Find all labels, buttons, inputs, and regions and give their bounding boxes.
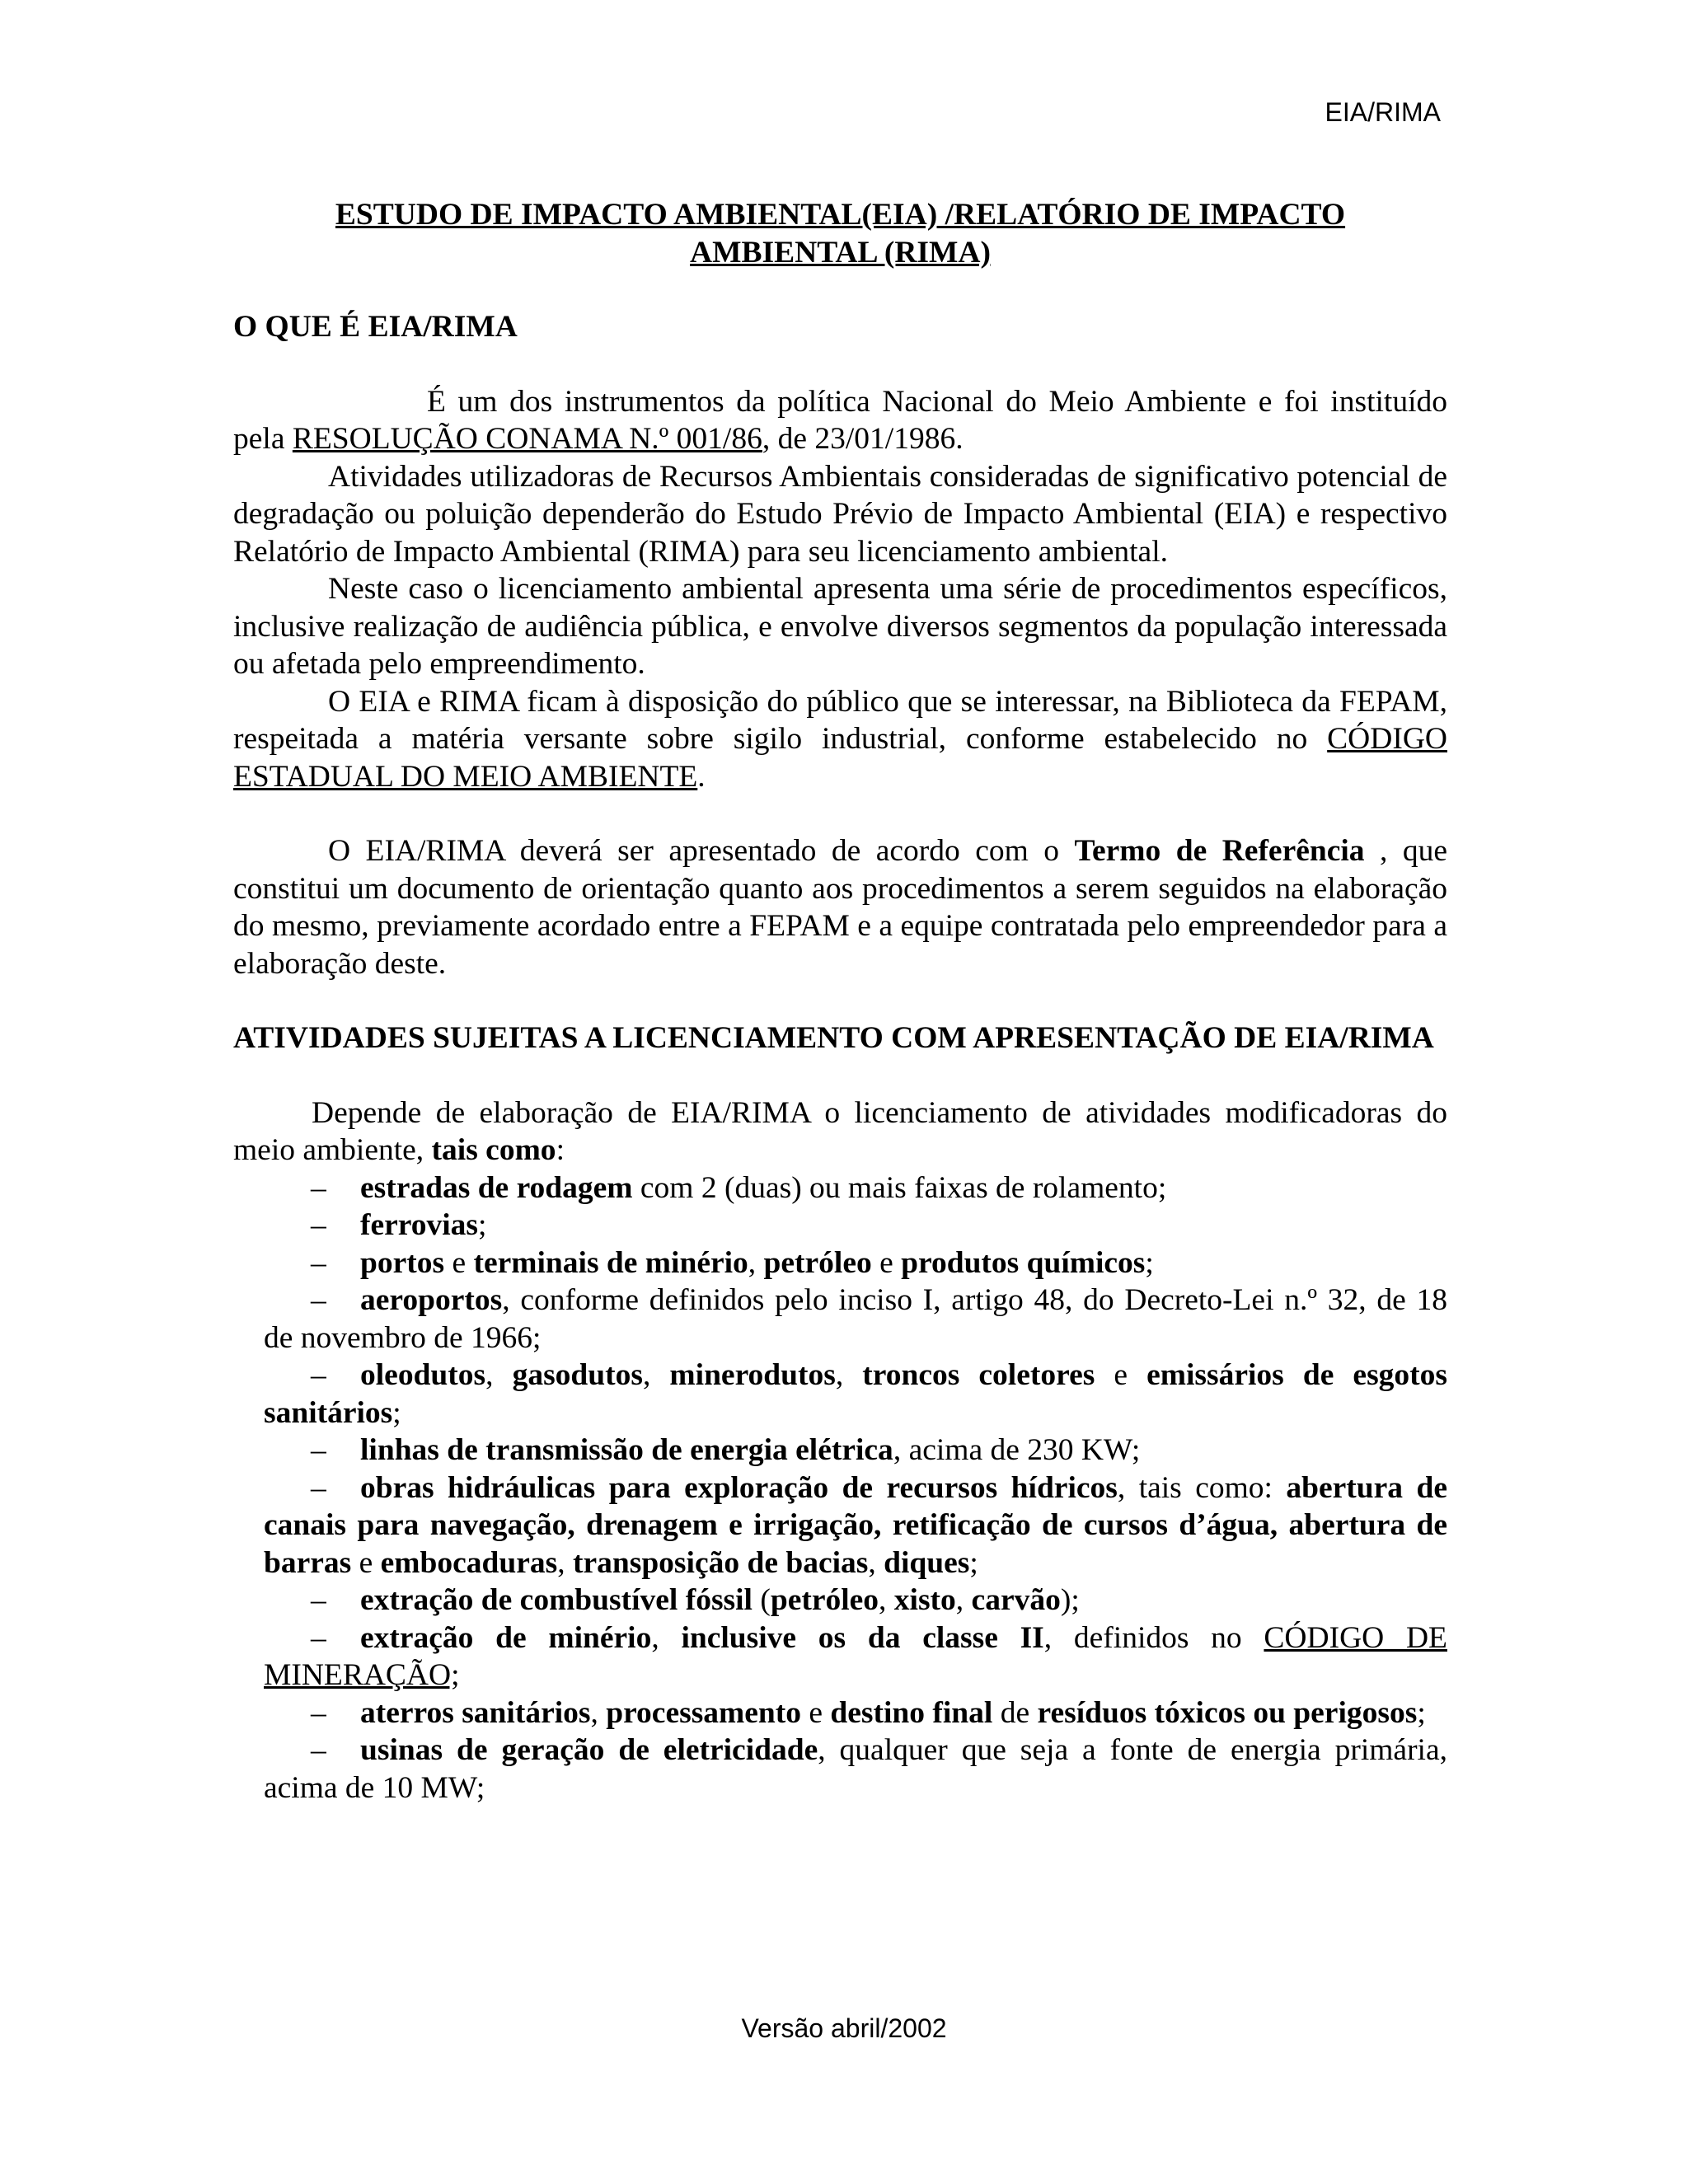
list-item: – portos e terminais de minério, petróleo e produtos químicos; [233, 1244, 1447, 1282]
paragraph-termo-referencia: O EIA/RIMA deverá ser apresentado de acordo com o Termo de Referência , que constitui um documento de orientação quanto aos procedimentos a serem seguidos na elaboração do mesmo, previamente acordado entre a FEPAM e a equipe contratada pelo empreendedor para a elaboração deste. [233, 834, 1447, 981]
list-item: – aeroportos, conforme definidos pelo inciso I, artigo 48, do Decreto-Lei n.º 32, de 18 de novembro de 1966; [264, 1283, 1447, 1355]
page-footer-version: Versão abril/2002 [741, 2013, 947, 2043]
document-body [233, 196, 1447, 1807]
list-item: – obras hidráulicas para exploração de recursos hídricos, tais como: abertura de canais para navegação, drenagem e irrigação, retificação de cursos d’água, abertura de barras e embocaduras, transposição de bacias, diques; [264, 1470, 1447, 1580]
link-codigo-mineracao[interactable]: CÓDIGO DE MINERAÇÃO; [264, 1620, 1447, 1692]
dash-bullet: – [311, 1733, 326, 1767]
dash-bullet: – [311, 1283, 326, 1317]
list-item: – aterros sanitários, processamento e destino final de resíduos tóxicos ou perigosos; [233, 1694, 1447, 1732]
list-item: – estradas de rodagem com 2 (duas) ou mais faixas de rolamento; [233, 1169, 1447, 1207]
section-heading-what-is: O QUE É EIA/RIMA [233, 310, 518, 344]
dash-bullet: – [311, 1583, 326, 1617]
list-item: – ferrovias; [233, 1207, 1447, 1244]
dash-bullet: – [311, 1170, 326, 1205]
dash-bullet: – [311, 1208, 326, 1242]
section-heading-activities: ATIVIDADES SUJEITAS A LICENCIAMENTO COM APRESENTAÇÃO DE EIA/RIMA [233, 1021, 1434, 1055]
document-title-line-2: AMBIENTAL (RIMA) [690, 235, 991, 269]
dash-bullet: – [311, 1358, 326, 1392]
dash-bullet: – [311, 1245, 326, 1280]
paragraph-intro-activities: Depende de elaboração de EIA/RIMA o licenciamento de atividades modificadoras do meio ambiente, tais como: [233, 1095, 1447, 1167]
paragraph-definition: É um dos instrumentos da política Nacional do Meio Ambiente e foi instituído pela RESOLUÇÃO CONAMA N.º 001/86, de 23/01/1986. [233, 384, 1447, 456]
link-codigo-estadual[interactable]: CÓDIGO ESTADUAL DO MEIO AMBIENTE [233, 722, 1447, 794]
list-item: – extração de combustível fóssil (petróleo, xisto, carvão); [233, 1582, 1447, 1619]
dash-bullet: – [311, 1620, 326, 1655]
activities-list [233, 1169, 1447, 1807]
paragraph-activities: Atividades utilizadoras de Recursos Ambientais consideradas de significativo potencial de degradação ou poluição dependerão do Estudo Prévio de Impacto Ambiental (EIA) e respectivo Relatório de Impacto Ambiental (RIMA) para seu licenciamento ambiental. [233, 459, 1447, 569]
list-item: – linhas de transmissão de energia elétrica, acima de 230 KW; [233, 1432, 1447, 1469]
list-item: – oleodutos, gasodutos, minerodutos, troncos coletores e emissários de esgotos sanitários; [264, 1358, 1447, 1430]
paragraph-availability: O EIA e RIMA ficam à disposição do público que se interessar, na Biblioteca da FEPAM, respeitada a matéria versante sobre sigilo industrial, conforme estabelecido no CÓDIGO ESTADUAL DO MEIO AMBIENTE. [233, 684, 1447, 794]
dash-bullet: – [311, 1470, 326, 1505]
link-resolucao-conama[interactable]: RESOLUÇÃO CONAMA N.º 001/86 [292, 422, 762, 456]
list-item: – usinas de geração de eletricidade, qualquer que seja a fonte de energia primária, acima de 10 MW; [264, 1733, 1447, 1805]
list-item: – extração de minério, inclusive os da classe II, definidos no CÓDIGO DE MINERAÇÃO; [264, 1620, 1447, 1692]
running-header: EIA/RIMA [1325, 97, 1441, 127]
document-title-line-1: ESTUDO DE IMPACTO AMBIENTAL(EIA) /RELATÓRIO DE IMPACTO [335, 198, 1346, 232]
paragraph-procedures: Neste caso o licenciamento ambiental apresenta uma série de procedimentos específicos, inclusive realização de audiência pública, e envolve diversos segmentos da população interessada ou afetada pelo empreendimento. [233, 572, 1447, 681]
dash-bullet: – [311, 1695, 326, 1730]
dash-bullet: – [311, 1433, 326, 1467]
